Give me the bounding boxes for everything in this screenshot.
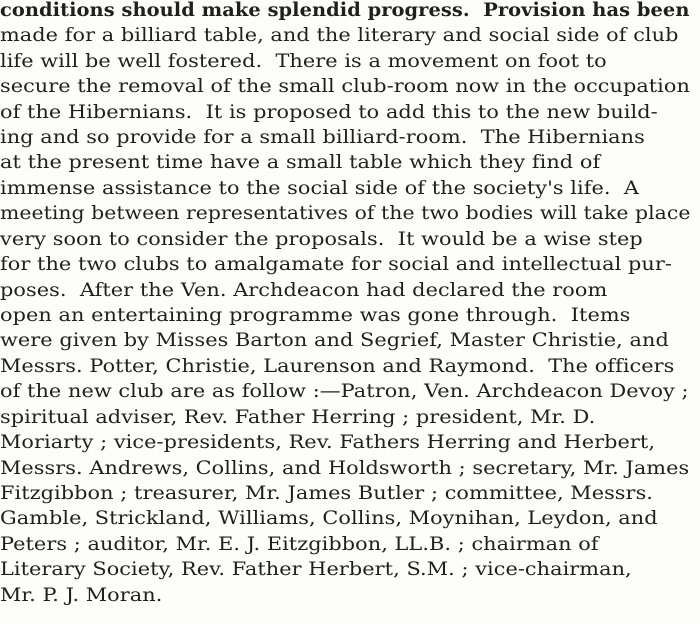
text-line-17: spiritual adviser, Rev. Father Herring ; president, Mr. D. — [0, 407, 596, 428]
text-line-7: at the present time have a small table which they find of — [0, 152, 601, 173]
text-line-24: Mr. P. J. Moran. — [0, 585, 163, 606]
text-line-16: of the new club are as follow :—Patron, Ven. Archdeacon Devoy ; — [0, 381, 689, 402]
text-line-4: secure the removal of the small club-room now in the occupation — [0, 76, 690, 97]
text-line-2: made for a billiard table, and the literary and social side of club — [0, 25, 679, 46]
text-line-22: Peters ; auditor, Mr. E. J. Eitzgibbon, LL.B. ; chairman of — [0, 534, 599, 555]
text-line-20: Fitzgibbon ; treasurer, Mr. James Butler ; committee, Messrs. — [0, 483, 653, 504]
text-line-8: immense assistance to the social side of the society's life. A — [0, 178, 639, 199]
text-line-10: very soon to consider the proposals. It would be a wise step — [0, 229, 643, 250]
text-line-12: poses. After the Ven. Archdeacon had declared the room — [0, 280, 608, 301]
text-line-1: conditions should make splendid progress. Provision has been — [0, 0, 690, 21]
text-line-6: ing and so provide for a small billiard-room. The Hibernians — [0, 127, 645, 148]
text-line-14: were given by Misses Barton and Segrief, Master Christie, and — [0, 330, 669, 351]
text-line-23: Literary Society, Rev. Father Herbert, S.M. ; vice-chairman, — [0, 559, 632, 580]
text-line-5: of the Hibernians. It is proposed to add this to the new build- — [0, 102, 658, 123]
text-line-18: Moriarty ; vice-presidents, Rev. Fathers Herring and Herbert, — [0, 432, 656, 453]
text-line-11: for the two clubs to amalgamate for social and intellectual pur- — [0, 254, 672, 275]
text-line-9: meeting between representatives of the two bodies will take place — [0, 203, 691, 224]
text-line-19: Messrs. Andrews, Collins, and Holdsworth ; secretary, Mr. James — [0, 458, 690, 479]
text-line-3: life will be well fostered. There is a movement on foot to — [0, 51, 607, 72]
text-line-21: Gamble, Strickland, Williams, Collins, Moynihan, Leydon, and — [0, 508, 658, 529]
text-line-15: Messrs. Potter, Christie, Laurenson and Raymond. The officers — [0, 356, 675, 377]
text-line-13: open an entertaining programme was gone through. Items — [0, 305, 631, 326]
